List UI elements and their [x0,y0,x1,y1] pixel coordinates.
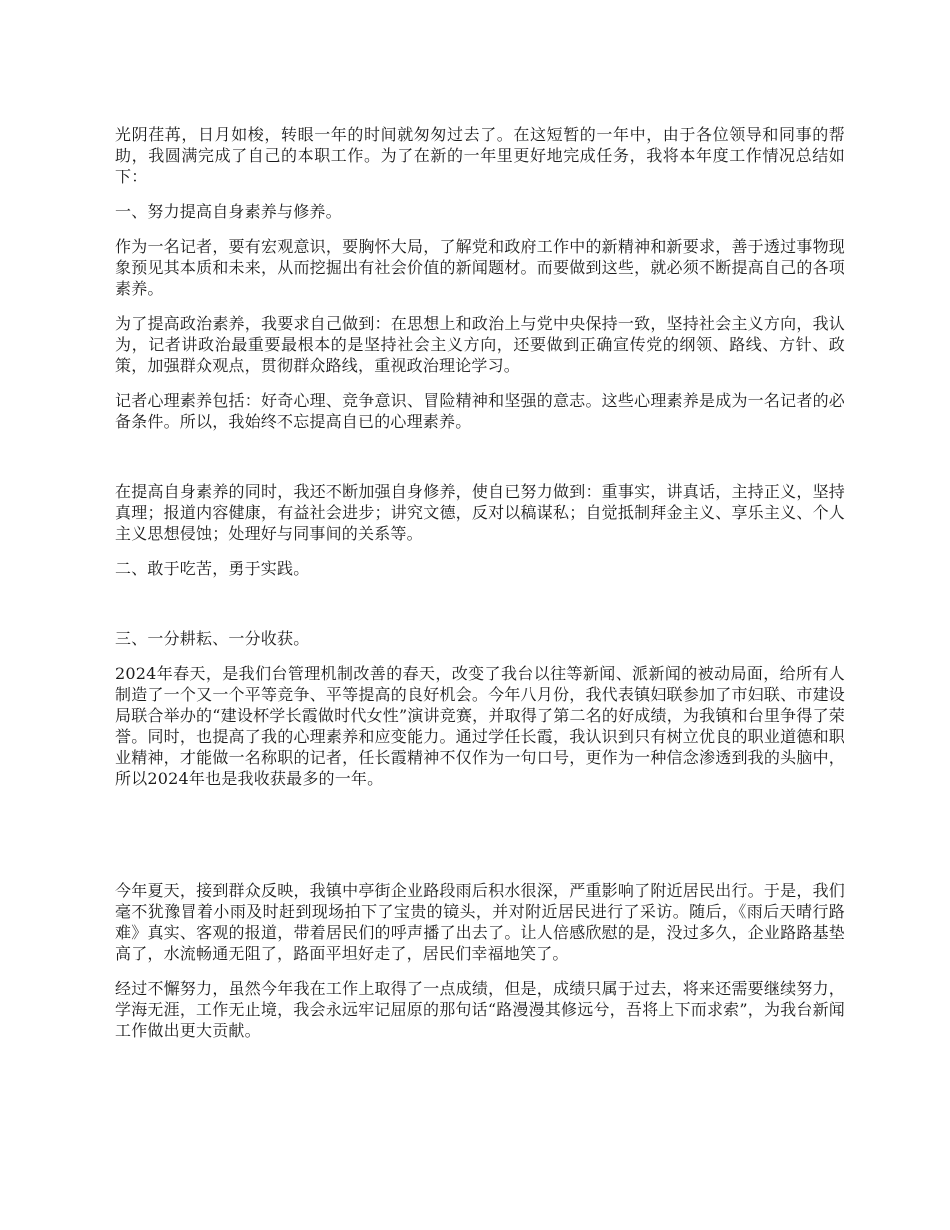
document-page [115,124,845,1041]
body-paragraph: 记者心理素养包括：好奇心理、竞争意识、冒险精神和坚强的意志。这些心理素养是成为一名记者的必备条件。所以，我始终不忘提高自已的心理素养。 [115,391,845,431]
body-paragraph: 为了提高政治素养，我要求自己做到：在思想上和政治上与党中央保持一致，坚持社会主义方向，我认为，记者讲政治最重要最根本的是坚持社会主义方向，还要做到正确宣传党的纲领、路线、方针、政策，加强群众观点，贯彻群众路线，重视政治理论学习。 [115,314,845,375]
closing-paragraph: 经过不懈努力，虽然今年我在工作上取得了一点成绩，但是，成绩只属于过去，将来还需要继续努力，学海无涯，工作无止境，我会永远牢记屈原的那句话“路漫漫其修远兮，吾将上下而求索”，为我台新闻工作做出更大贡献。 [115,979,845,1040]
section-heading-1: 一、努力提高自身素养与修养。 [115,202,342,221]
section-heading-3: 三、一分耕耘、一分收获。 [115,629,310,648]
intro-paragraph: 光阴荏苒，日月如梭，转眼一年的时间就匆匆过去了。在这短暂的一年中，由于各位领导和同事的帮助，我圆满完成了自己的本职工作。为了在新的一年里更好地完成任务，我将本年度工作情况总结如下： [115,125,845,186]
body-paragraph: 2024年春天，是我们台管理机制改善的春天，改变了我台以往等新闻、派新闻的被动局面，给所有人制造了一个又一个平等竞争、平等提高的良好机会。今年八月份，我代表镇妇联参加了市妇联、市建设局联合举办的“建设杯学长霞做时代女性”演讲竞赛，并取得了第二名的好成绩，为我镇和台里争得了荣誉。同时，也提高了我的心理素养和应变能力。通过学任长霞，我认识到只有树立优良的职业道德和职业精神，才能做一名称职的记者，任长霞精神不仅作为一句口号，更作为一种信念渗透到我的头脑中，所以2024年也是我收获最多的一年。 [115,664,845,788]
body-paragraph: 作为一名记者，要有宏观意识，要胸怀大局，了解党和政府工作中的新精神和新要求，善于透过事物现象预见其本质和未来，从而挖掘出有社会价值的新闻题材。而要做到这些，就必须不断提高自己的各项素养。 [115,237,845,298]
body-paragraph: 在提高自身素养的同时，我还不断加强自身修养，使自已努力做到：重事实，讲真话，主持正义，坚持真理；报道内容健康，有益社会进步；讲究文德，反对以稿谋私；自觉抵制拜金主义、享乐主义、个人主义思想侵蚀；处理好与同事间的关系等。 [115,482,845,543]
section-heading-2: 二、敢于吃苦，勇于实践。 [115,559,310,578]
body-paragraph: 今年夏天，接到群众反映，我镇中亭街企业路段雨后积水很深，严重影响了附近居民出行。于是，我们毫不犹豫冒着小雨及时赶到现场拍下了宝贵的镜头，并对附近居民进行了采访。随后，《雨后天晴行路难》真实、客观的报道，带着居民们的呼声播了出去了。让人倍感欣慰的是，没过多久，企业路路基垫高了，水流畅通无阻了，路面平坦好走了，居民们幸福地笑了。 [115,881,845,963]
